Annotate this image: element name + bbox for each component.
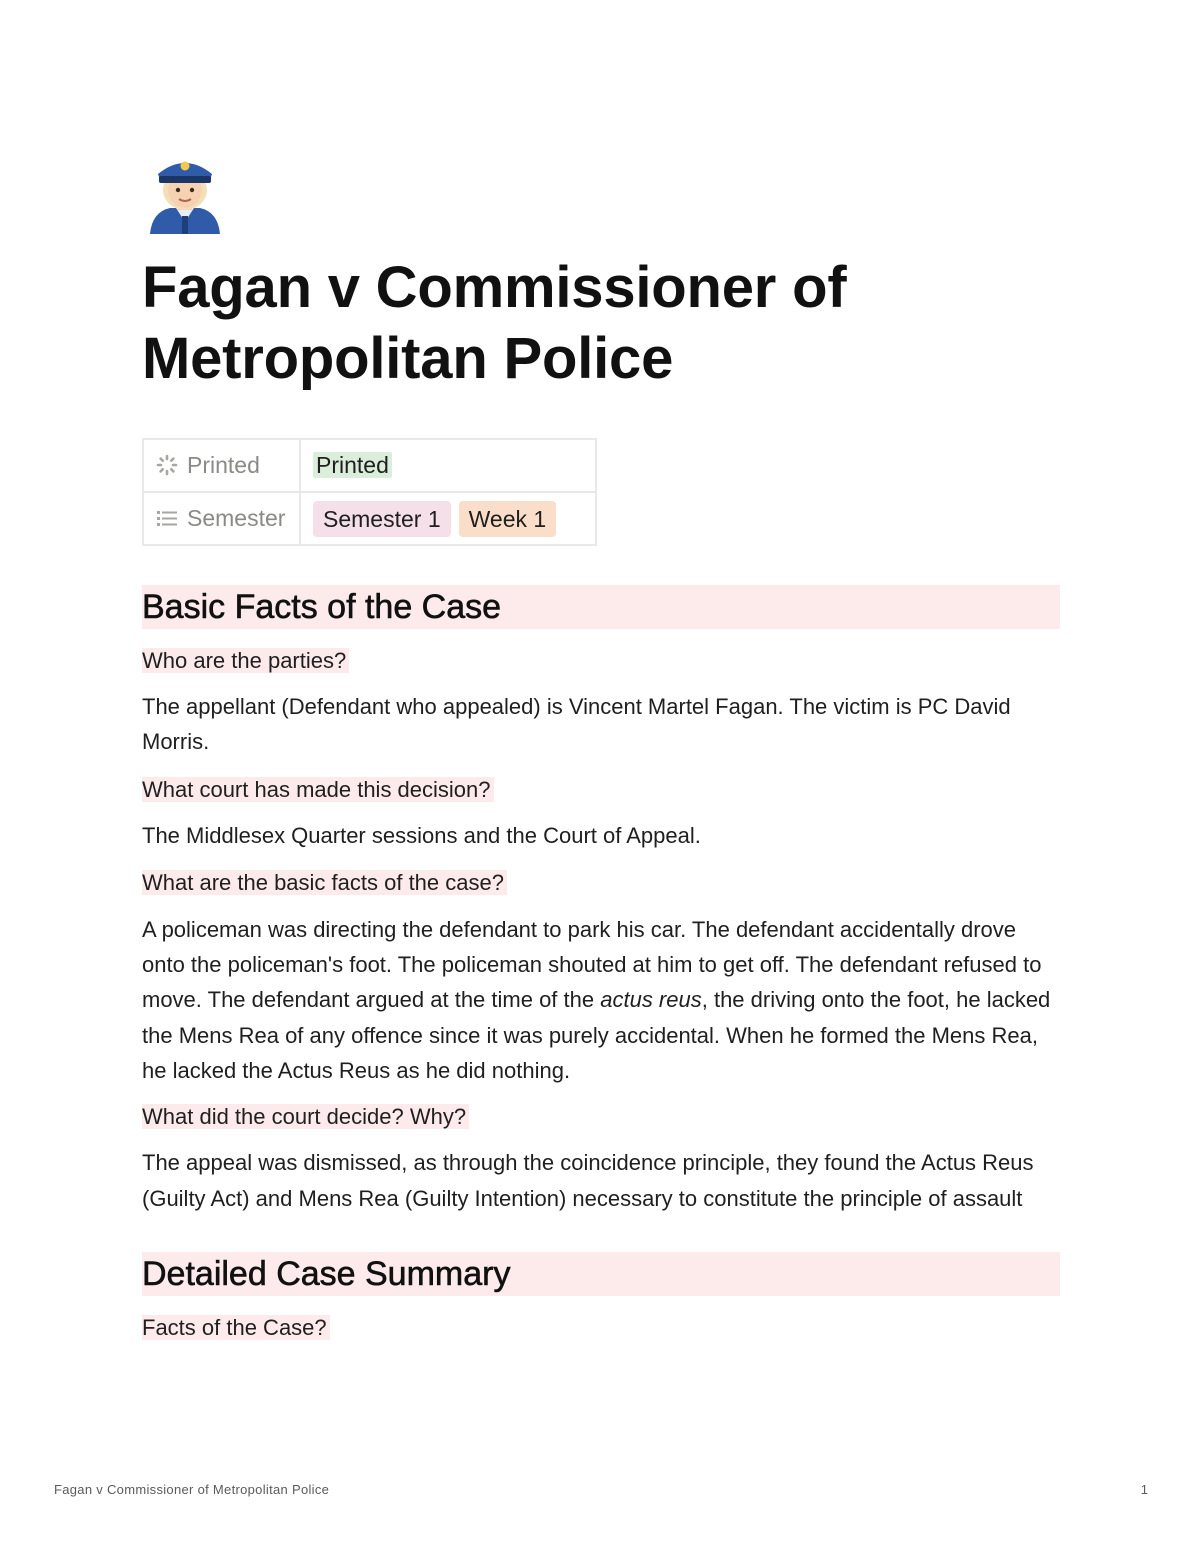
question-text: What are the basic facts of the case? [142,870,507,895]
section-heading-detailed-summary: Detailed Case Summary [142,1252,1060,1296]
property-label: Semester [187,505,286,531]
footer-title: Fagan v Commissioner of Metropolitan Police [54,1482,330,1497]
question [142,865,1060,900]
property-key-printed [143,439,300,492]
question-text: What court has made this decision? [142,777,494,802]
question-text: Who are the parties? [142,648,349,673]
footer-page-number: 1 [1140,1482,1148,1497]
question-text: What did the court decide? Why? [142,1104,469,1129]
tag-week: Week 1 [459,501,557,537]
property-key-semester [143,492,300,545]
answer: The appeal was dismissed, as through the coincidence principle, they found the Actus Reus (Guilty Act) and Mens Rea (Guilty Intention) necessary to constitute the principle of assault [142,1150,1034,1211]
answer [142,912,1060,1088]
status-tag: Printed [313,452,392,478]
answer-italic: actus reus [600,987,702,1013]
answer: The Middlesex Quarter sessions and the Court of Appeal. [142,822,701,848]
property-value-semester[interactable] [300,492,596,545]
status-spinner-icon [156,454,178,476]
question [142,1310,1060,1345]
answer-text: , the driving onto the foot, he lacked the Mens Rea of any offence since it was purely accidental. When he formed the Mens Rea, he lacked the Actus Reus as he did nothing. [142,987,1051,1084]
section-heading-basic-facts: Basic Facts of the Case [142,585,1060,629]
property-value-printed[interactable] [300,439,596,492]
list-icon [156,507,178,529]
question [142,772,1060,807]
question [142,643,1060,678]
answer: The appellant (Defendant who appealed) is Vincent Martel Fagan. The victim is PC David Morris. [142,694,1011,755]
answer-text: A policeman was directing the defendant to park his car. The defendant accidentally drove onto the policeman's foot. The policeman shouted at him to get off. The defendant refused to move. The defendant argued at the time of the [142,916,1042,1013]
police-officer-icon [146,150,224,236]
tag-semester: Semester 1 [313,501,451,537]
property-label: Printed [187,452,260,478]
property-row-semester [143,492,596,545]
question-text: Facts of the Case? [142,1315,330,1340]
page-title: Fagan v Commissioner of Metropolitan Police [142,255,847,391]
property-row-printed [143,439,596,492]
question [142,1099,1060,1134]
properties-table [142,438,597,546]
page-content [142,585,1060,1345]
